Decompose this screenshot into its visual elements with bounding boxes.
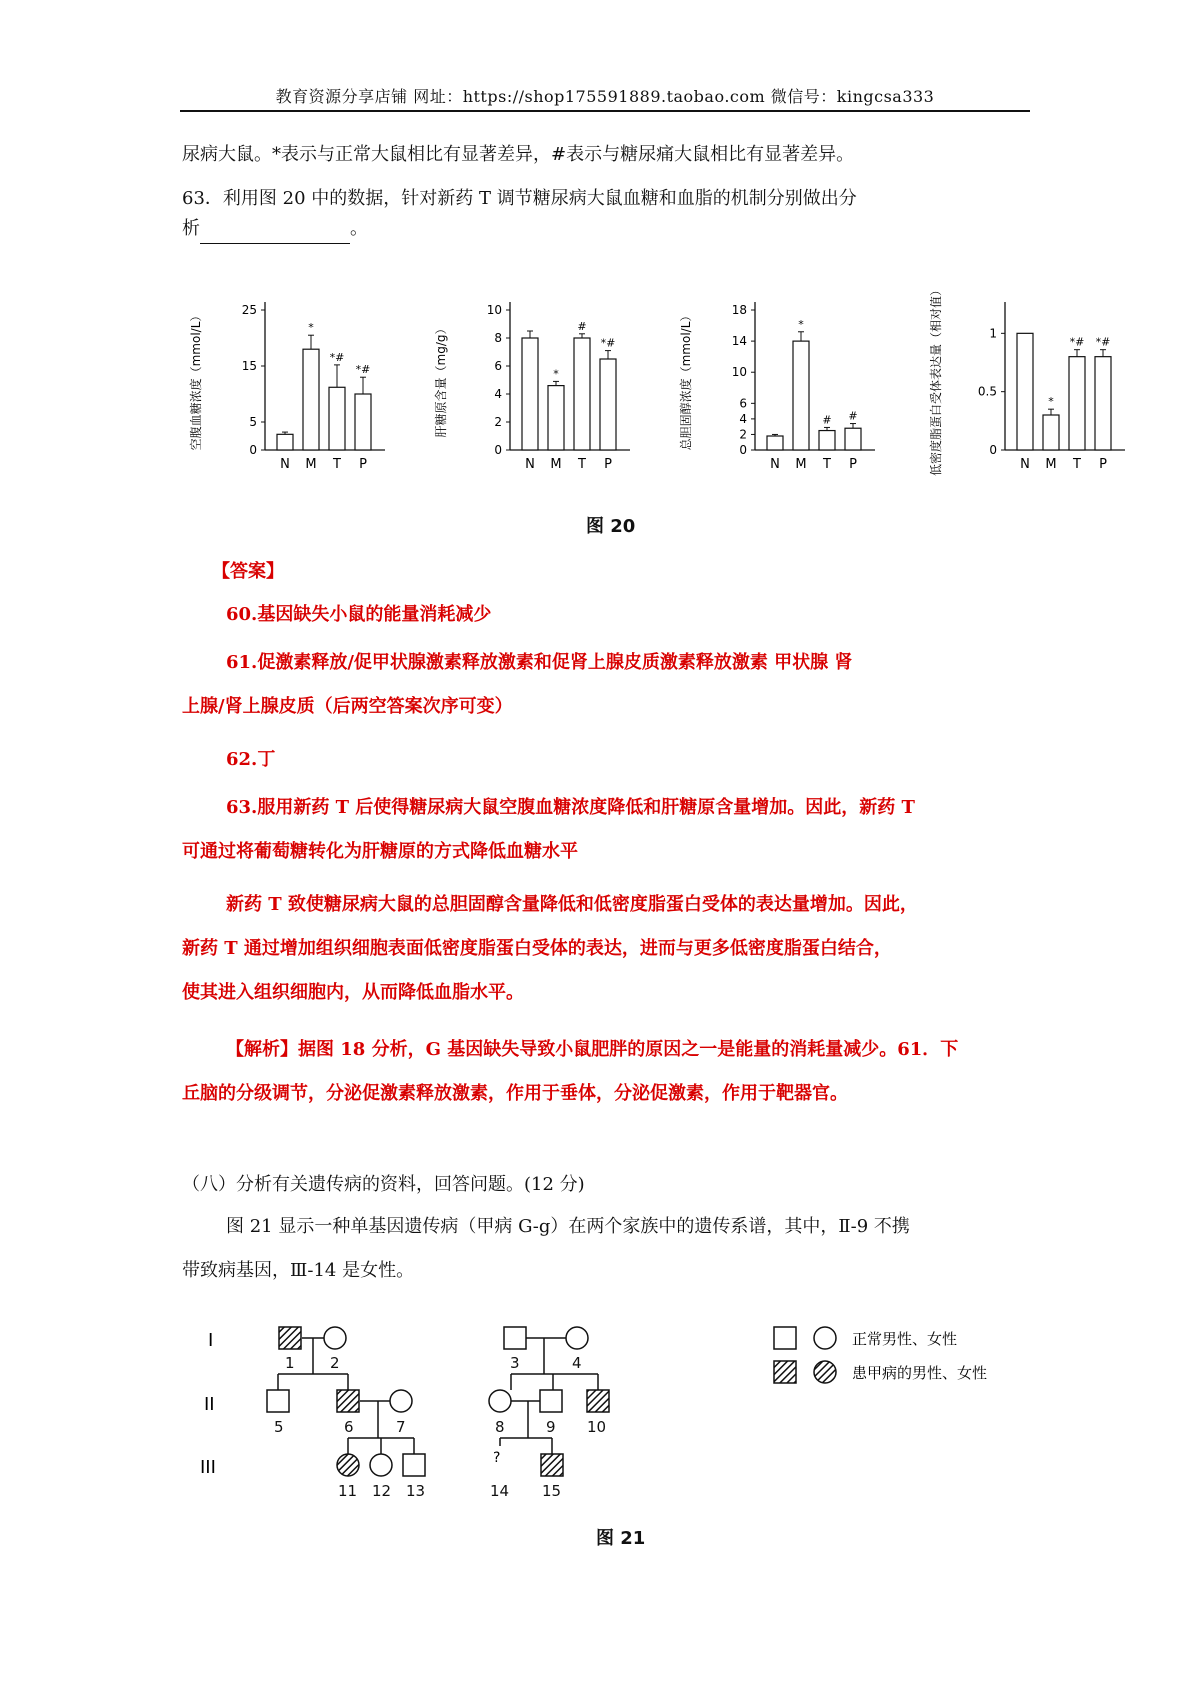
chart-2-tick-label: 10 [486,303,502,317]
chart-4-sig-mark: *# [1069,335,1085,349]
chart-3-bar-M [793,341,809,450]
individual-6-affected-male [337,1390,359,1412]
chart-1-tick-label: 15 [241,359,257,373]
label-8: 8 [495,1418,505,1436]
figure-21-caption: 图 21 [596,1528,646,1549]
answer-63-p2-line1: 新药 T 致使糖尿病大鼠的总胆固醇含量降低和低密度脂蛋白受体的表达量增加。因此， [226,894,918,915]
chart-4-bar-N [1017,333,1033,450]
chart-3-category-M: M [795,457,807,472]
chart-3-tick-label: 2 [739,427,747,442]
chart-1-tick-label: 0 [249,443,257,457]
legend-affected-label: 患甲病的男性、女性 [852,1364,988,1382]
individual-3-male [504,1327,526,1349]
legend-normal-male-icon [774,1327,796,1349]
chart-2-bar-T [574,338,590,450]
chart-1-bar-M [303,349,319,450]
section-8-description [182,1212,1028,1286]
individual-5-male [267,1390,289,1412]
chart-2-tick-label: 4 [494,387,502,401]
figure-20-caption: 图 20 [586,516,636,537]
individual-14-unknown-mark: ? [493,1450,501,1466]
chart-3-bar-T [819,431,835,450]
chart-2-category-T: T [578,457,586,472]
label-4: 4 [572,1354,582,1372]
generation-label-ii: II [204,1394,215,1415]
answer-62-text: 62.丁 [226,749,276,770]
answer-blank [200,225,350,244]
chart-1-bar-T [329,387,345,450]
chart-3-bar-N [767,436,783,450]
analysis-line1: 【解析】据图 18 分析，G 基因缺失导致小鼠肥胖的原因之一是能量的消耗量减少。61．下 [226,1039,959,1060]
chart-4-tick-label: 0 [989,443,997,457]
chart-3-sig-mark: # [822,413,832,427]
chart-2-tick-label: 0 [494,443,502,457]
chart-2-bar-N [522,338,538,450]
chart-3-sig-mark: * [798,317,804,331]
question-63-text: 63．利用图 20 中的数据，针对新药 T 调节糖尿病大鼠血糖和血脂的机制分别做出分 [182,188,857,209]
chart-1-sig-mark: *# [355,363,371,377]
chart-4-category-N: N [1020,457,1030,472]
analysis [182,1035,1028,1109]
legend-normal-female-icon [814,1327,836,1349]
answer-63-p1-line1: 63.服用新药 T 后使得糖尿病大鼠空腹血糖浓度降低和肝糖原含量增加。因此，新药 T [226,797,915,818]
chart-3-sig-mark: # [848,409,858,423]
individual-1-affected-male [279,1327,301,1349]
chart-4-bar-P [1095,357,1111,450]
label-12: 12 [372,1482,392,1500]
answer-61 [182,648,1028,722]
chart-2-sig-mark: # [577,319,587,333]
chart-1-bar-N [277,434,293,450]
chart-1-tick-label: 25 [241,303,257,317]
generation-label-iii: III [200,1457,216,1478]
chart-1-bar-P [355,394,371,450]
label-2: 2 [330,1354,340,1372]
chart-3-tick-label: 6 [739,396,747,411]
chart-2 [433,302,630,472]
chart-2-category-M: M [550,457,562,472]
chart-2-bar-P [600,359,616,450]
individual-12-female [370,1454,392,1476]
chart-1-category-P: P [359,457,367,472]
figure-21-pedigree [180,1310,1060,1510]
chart-1-category-N: N [280,457,290,472]
chart-4-bar-T [1069,357,1085,450]
chart-1-category-M: M [305,457,317,472]
label-14: 14 [490,1482,510,1500]
chart-1-category-T: T [333,457,341,472]
question-63 [182,184,1028,244]
individual-4-female [566,1327,588,1349]
answer-62 [182,745,1028,775]
chart-3 [678,302,875,472]
chart-4-bar-M [1043,415,1059,450]
individual-15-affected-male [541,1454,563,1476]
chart-4-ylabel: 低密度脂蛋白受体表达量（相对值） [929,283,943,477]
answer-63-p2-line3: 使其进入组织细胞内，从而降低血脂水平。 [182,982,524,1003]
label-13: 13 [406,1482,426,1500]
chart-4-sig-mark: *# [1095,335,1111,349]
label-3: 3 [510,1354,520,1372]
answer-63-p2-line2: 新药 T 通过增加组织细胞表面低密度脂蛋白受体的表达，进而与更多低密度脂蛋白结合， [182,938,892,959]
chart-4-category-P: P [1099,457,1107,472]
label-6: 6 [344,1418,354,1436]
individual-7-female [390,1390,412,1412]
question-63-end: 。 [350,218,368,239]
chart-2-tick-label: 8 [494,331,502,345]
answer-title: 【答案】 [212,561,284,582]
header-divider [180,110,1030,112]
chart-4-tick-label: 0.5 [977,384,997,399]
chart-2-bar-M [548,386,564,450]
label-11: 11 [338,1482,358,1500]
label-15: 15 [542,1482,562,1500]
chart-2-category-N: N [525,457,535,472]
chart-3-tick-label: 10 [731,365,747,380]
section-8-desc-line1: 图 21 显示一种单基因遗传病（甲病 G-g）在两个家族中的遗传系谱，其中，Ⅱ-9 不携 [226,1216,910,1237]
chart-2-tick-label: 6 [494,359,502,373]
legend-normal-label: 正常男性、女性 [852,1330,958,1348]
chart-1-sig-mark: *# [329,350,345,364]
chart-2-ylabel: 肝糖原含量（mg/g） [434,322,448,438]
chart-1 [188,302,385,472]
answer-60-text: 60.基因缺失小鼠的能量消耗减少 [226,604,492,625]
chart-3-category-N: N [770,457,780,472]
chart-3-tick-label: 4 [739,411,747,426]
page-header: 教育资源分享店铺 网址：https://shop175591889.taobao.com 微信号：kingcsa333 [275,87,935,106]
chart-4 [928,284,1125,476]
chart-1-sig-mark: * [308,321,314,335]
chart-1-ylabel: 空腹血糖浓度（mmol/L） [189,309,203,451]
individual-13-male [403,1454,425,1476]
label-9: 9 [546,1418,556,1436]
chart-4-sig-mark: * [1048,395,1054,409]
answer-63-part2 [182,890,1028,1008]
analysis-line2: 丘脑的分级调节，分泌促激素释放激素，作用于垂体，分泌促激素，作用于靶器官。 [182,1083,848,1104]
legend-affected-female-icon [814,1361,836,1383]
label-10: 10 [587,1418,607,1436]
chart-4-category-T: T [1073,457,1081,472]
chart-4-category-M: M [1045,457,1057,472]
individual-11-affected-female [337,1454,359,1476]
answer-60 [182,600,1028,630]
chart-3-bar-P [845,428,861,450]
chart-4-tick-label: 1 [989,326,997,341]
chart-2-sig-mark: *# [600,336,616,350]
answer-63 [182,793,1028,867]
chart-3-category-T: T [823,457,831,472]
section-8-title: （八）分析有关遗传病的资料，回答问题。(12 分) [182,1174,585,1195]
chart-3-category-P: P [849,457,857,472]
chart-3-ylabel: 总胆固醇浓度（mmol/L） [679,309,693,451]
individual-2-female [324,1327,346,1349]
individual-8-female [489,1390,511,1412]
individual-10-affected-male [587,1390,609,1412]
chart-2-tick-label: 2 [494,415,502,429]
chart-1-tick-label: 5 [249,415,257,429]
question-63-text-b: 析 [182,218,200,239]
intro-line: 尿病大鼠。*表示与正常大鼠相比有显著差异，#表示与糖尿痛大鼠相比有显著差异。 [182,144,855,165]
answer-61-line1: 61.促激素释放/促甲状腺激素释放激素和促肾上腺皮质激素释放激素 甲状腺 肾 [226,652,853,673]
chart-3-tick-label: 14 [731,334,747,349]
answer-63-p1-line2: 可通过将葡萄糖转化为肝糖原的方式降低血糖水平 [182,841,578,862]
chart-3-tick-label: 18 [731,303,747,317]
answer-61-line2: 上腺/肾上腺皮质（后两空答案次序可变） [182,696,513,717]
label-1: 1 [285,1354,295,1372]
legend-affected-male-icon [774,1361,796,1383]
chart-3-tick-label: 0 [739,443,747,457]
chart-2-category-P: P [604,457,612,472]
label-5: 5 [274,1418,284,1436]
individual-9-male [540,1390,562,1412]
chart-2-sig-mark: * [553,367,559,381]
section-8-desc-line2: 带致病基因，Ⅲ-14 是女性。 [182,1260,415,1281]
figure-20 [180,278,1180,498]
label-7: 7 [396,1418,406,1436]
generation-label-i: I [208,1330,214,1351]
